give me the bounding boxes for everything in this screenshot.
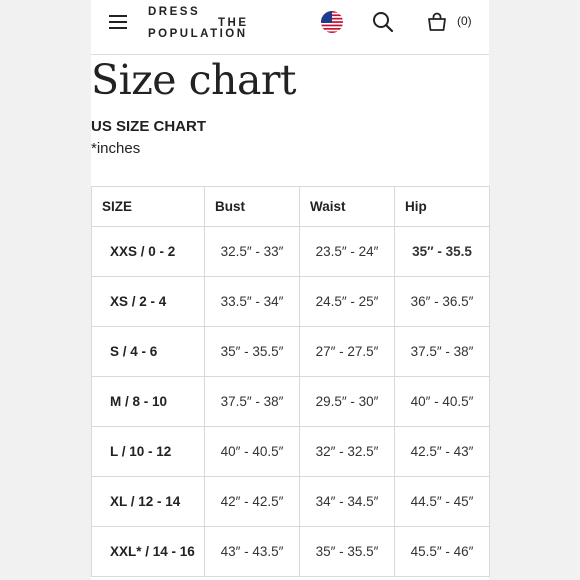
waist-cell: 27″ - 27.5″ (300, 327, 395, 377)
table-row (92, 527, 490, 577)
hip-cell: 40″ - 40.5″ (395, 377, 490, 427)
size-cell: S / 4 - 6 (92, 327, 205, 377)
cart-count[interactable]: (0) (457, 14, 472, 28)
hip-cell: 37.5″ - 38″ (395, 327, 490, 377)
menu-icon[interactable] (109, 15, 127, 29)
table-row (92, 227, 490, 277)
size-cell: XXL* / 14 - 16 (92, 527, 205, 577)
hip-cell: 42.5″ - 43″ (395, 427, 490, 477)
waist-cell: 34″ - 34.5″ (300, 477, 395, 527)
size-cell: XS / 2 - 4 (92, 277, 205, 327)
hip-cell: 45.5″ - 46″ (395, 527, 490, 577)
table-row (92, 477, 490, 527)
chart-subtitle: US SIZE CHART (91, 118, 207, 135)
logo-word-dress: DRESS (148, 6, 201, 18)
size-cell: XL / 12 - 14 (92, 477, 205, 527)
waist-cell: 29.5″ - 30″ (300, 377, 395, 427)
header-size: SIZE (92, 187, 205, 227)
header-hip: Hip (395, 187, 490, 227)
size-cell: XXS / 0 - 2 (92, 227, 205, 277)
unit-note: *inches (91, 140, 141, 157)
logo-word-population: POPULATION (148, 28, 248, 40)
bust-cell: 40″ - 40.5″ (205, 427, 300, 477)
hip-cell: 35″ - 35.5 (395, 227, 490, 277)
table-row (92, 377, 490, 427)
size-cell: L / 10 - 12 (92, 427, 205, 477)
bust-cell: 42″ - 42.5″ (205, 477, 300, 527)
hip-cell: 44.5″ - 45″ (395, 477, 490, 527)
waist-cell: 32″ - 32.5″ (300, 427, 395, 477)
bust-cell: 37.5″ - 38″ (205, 377, 300, 427)
bust-cell: 32.5″ - 33″ (205, 227, 300, 277)
header-waist: Waist (300, 187, 395, 227)
table-header-row (92, 187, 490, 227)
bust-cell: 43″ - 43.5″ (205, 527, 300, 577)
waist-cell: 23.5″ - 24″ (300, 227, 395, 277)
brand-logo[interactable] (148, 5, 248, 41)
table-row (92, 277, 490, 327)
size-cell: M / 8 - 10 (92, 377, 205, 427)
waist-cell: 35″ - 35.5″ (300, 527, 395, 577)
shopping-bag-icon[interactable] (427, 12, 447, 32)
waist-cell: 24.5″ - 25″ (300, 277, 395, 327)
bust-cell: 33.5″ - 34″ (205, 277, 300, 327)
page-panel (91, 0, 489, 580)
page-title: Size chart (91, 56, 296, 104)
us-flag-icon[interactable] (321, 11, 343, 33)
bust-cell: 35″ - 35.5″ (205, 327, 300, 377)
table-row (92, 327, 490, 377)
site-header (91, 0, 489, 55)
search-icon[interactable] (372, 11, 394, 33)
header-bust: Bust (205, 187, 300, 227)
size-chart-table (91, 186, 490, 577)
hip-cell: 36″ - 36.5″ (395, 277, 490, 327)
table-row (92, 427, 490, 477)
logo-word-the: THE (218, 17, 249, 29)
